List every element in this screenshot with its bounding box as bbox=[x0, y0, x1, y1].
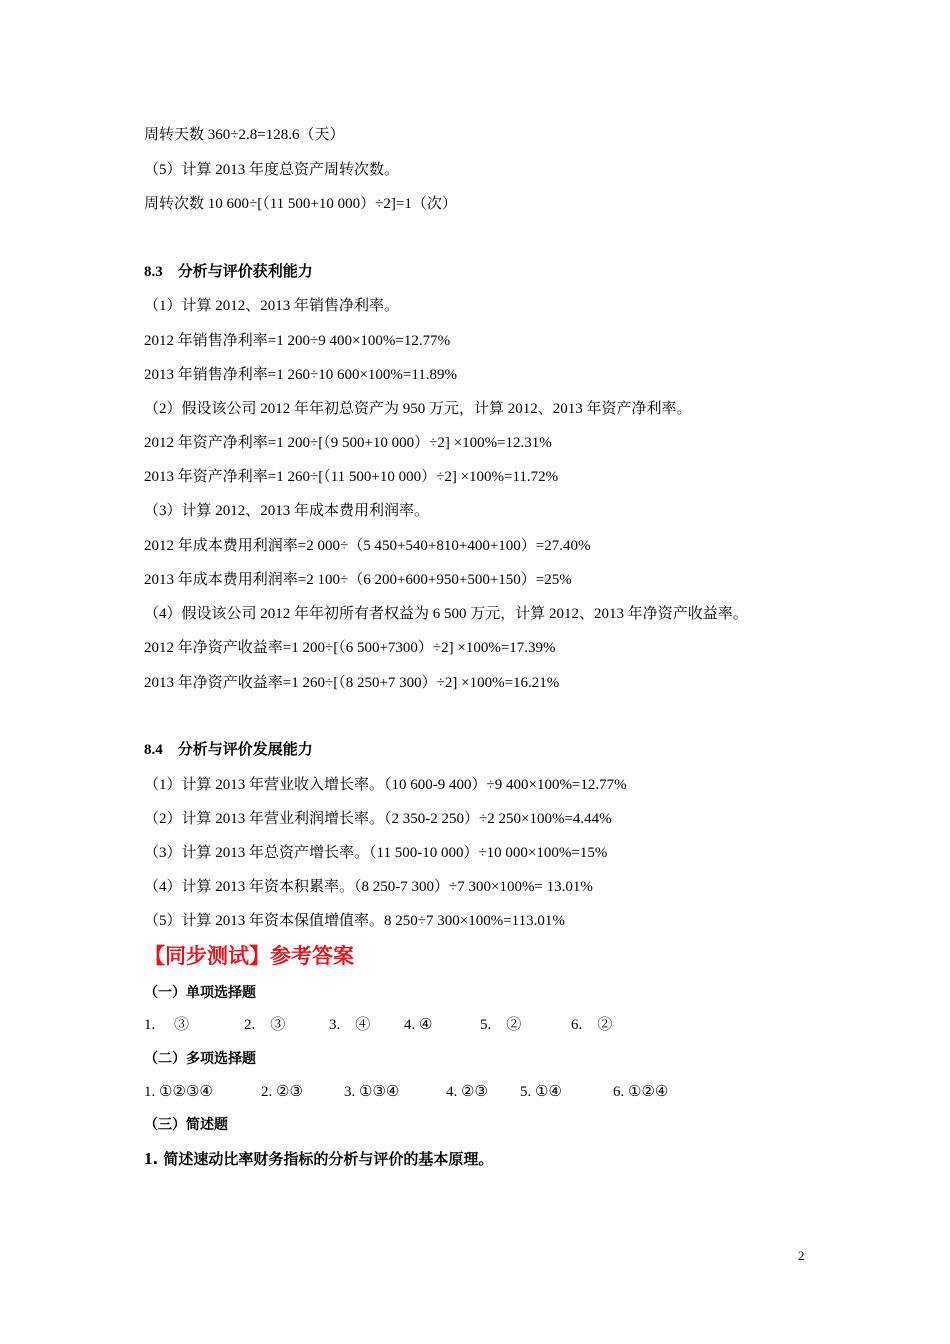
text-line: （3）计算 2012、2013 年成本费用利润率。 bbox=[144, 503, 430, 519]
single-choice-heading: （一）单项选择题 bbox=[144, 985, 256, 1001]
short-answer-question bbox=[144, 1149, 493, 1169]
answer-item: 2. ②③ bbox=[261, 1084, 303, 1100]
text-line: 周转天数 360÷2.8=128.6（天） bbox=[144, 127, 345, 143]
text-line: （1）计算 2013 年营业收入增长率。（10 600-9 400）÷9 400×100%=12.77% bbox=[144, 777, 627, 793]
answer-item: 1. ③ bbox=[144, 1017, 190, 1033]
text-line: 2012 年资产净利率=1 200÷[（9 500+10 000）÷2] ×100%=12.31% bbox=[144, 435, 552, 451]
question-text: . 简述速动比率财务指标的分析与评价的基本原理。 bbox=[152, 1150, 494, 1168]
page-number: 2 bbox=[798, 1248, 805, 1263]
section-heading-8-3: 8.3 分析与评价获利能力 bbox=[144, 264, 313, 280]
text-line: （5）计算 2013 年资本保值增值率。8 250÷7 300×100%=113.01% bbox=[144, 913, 565, 929]
answer-item: 2. ③ bbox=[244, 1017, 286, 1033]
text-line: （2）假设该公司 2012 年年初总资产为 950 万元，计算 2012、2013 年资产净利率。 bbox=[144, 401, 692, 417]
text-line: （1）计算 2012、2013 年销售净利率。 bbox=[144, 298, 400, 314]
text-line: 2013 年成本费用利润率=2 100÷（6 200+600+950+500+150）=25% bbox=[144, 572, 572, 588]
multiple-choice-heading: （二）多项选择题 bbox=[144, 1051, 256, 1067]
answer-item: 6. ② bbox=[571, 1017, 613, 1033]
text-line: （5）计算 2013 年度总资产周转次数。 bbox=[144, 162, 400, 178]
text-line: （3）计算 2013 年总资产增长率。（11 500-10 000）÷10 000×100%=15% bbox=[144, 845, 608, 861]
text-line: （2）计算 2013 年营业利润增长率。（2 350-2 250）÷2 250×100%=4.44% bbox=[144, 811, 612, 827]
text-line: 2013 年销售净利率=1 260÷10 600×100%=11.89% bbox=[144, 367, 458, 383]
single-choice-answers bbox=[144, 1015, 764, 1035]
answer-item: 1. ①②③④ bbox=[144, 1084, 213, 1100]
text-line: 2013 年资产净利率=1 260÷[（11 500+10 000）÷2] ×100%=11.72% bbox=[144, 469, 559, 485]
answer-item: 5. ①④ bbox=[520, 1084, 562, 1100]
text-line: 周转次数 10 600÷[（11 500+10 000）÷2]=1（次） bbox=[144, 196, 457, 212]
text-line: 2012 年销售净利率=1 200÷9 400×100%=12.77% bbox=[144, 333, 451, 349]
answer-item: 4. ②③ bbox=[446, 1084, 488, 1100]
text-line: 2013 年净资产收益率=1 260÷[（8 250+7 300）÷2] ×100%=16.21% bbox=[144, 675, 560, 691]
short-answer-heading: （三）简述题 bbox=[144, 1117, 228, 1133]
text-line: 2012 年净资产收益率=1 200÷[（6 500+7300）÷2] ×100%=17.39% bbox=[144, 640, 556, 656]
answer-item: 6. ①②④ bbox=[613, 1084, 669, 1100]
text-line: （4）计算 2013 年资本积累率。（8 250-7 300）÷7 300×100%= 13.01% bbox=[144, 879, 593, 895]
question-number: 1 bbox=[144, 1149, 153, 1168]
section-heading-8-4: 8.4 分析与评价发展能力 bbox=[144, 742, 313, 758]
multiple-choice-answers bbox=[144, 1082, 764, 1102]
sync-test-title: 【同步测试】参考答案 bbox=[144, 944, 354, 968]
answer-item: 4. ④ bbox=[404, 1017, 433, 1033]
answer-item: 3. ①③④ bbox=[344, 1084, 400, 1100]
answer-item: 3. ④ bbox=[329, 1017, 371, 1033]
answer-item: 5. ② bbox=[480, 1017, 522, 1033]
text-line: 2012 年成本费用利润率=2 000÷（5 450+540+810+400+100）=27.40% bbox=[144, 538, 591, 554]
text-line: （4）假设该公司 2012 年年初所有者权益为 6 500 万元，计算 2012、2013 年净资产收益率。 bbox=[144, 606, 748, 622]
